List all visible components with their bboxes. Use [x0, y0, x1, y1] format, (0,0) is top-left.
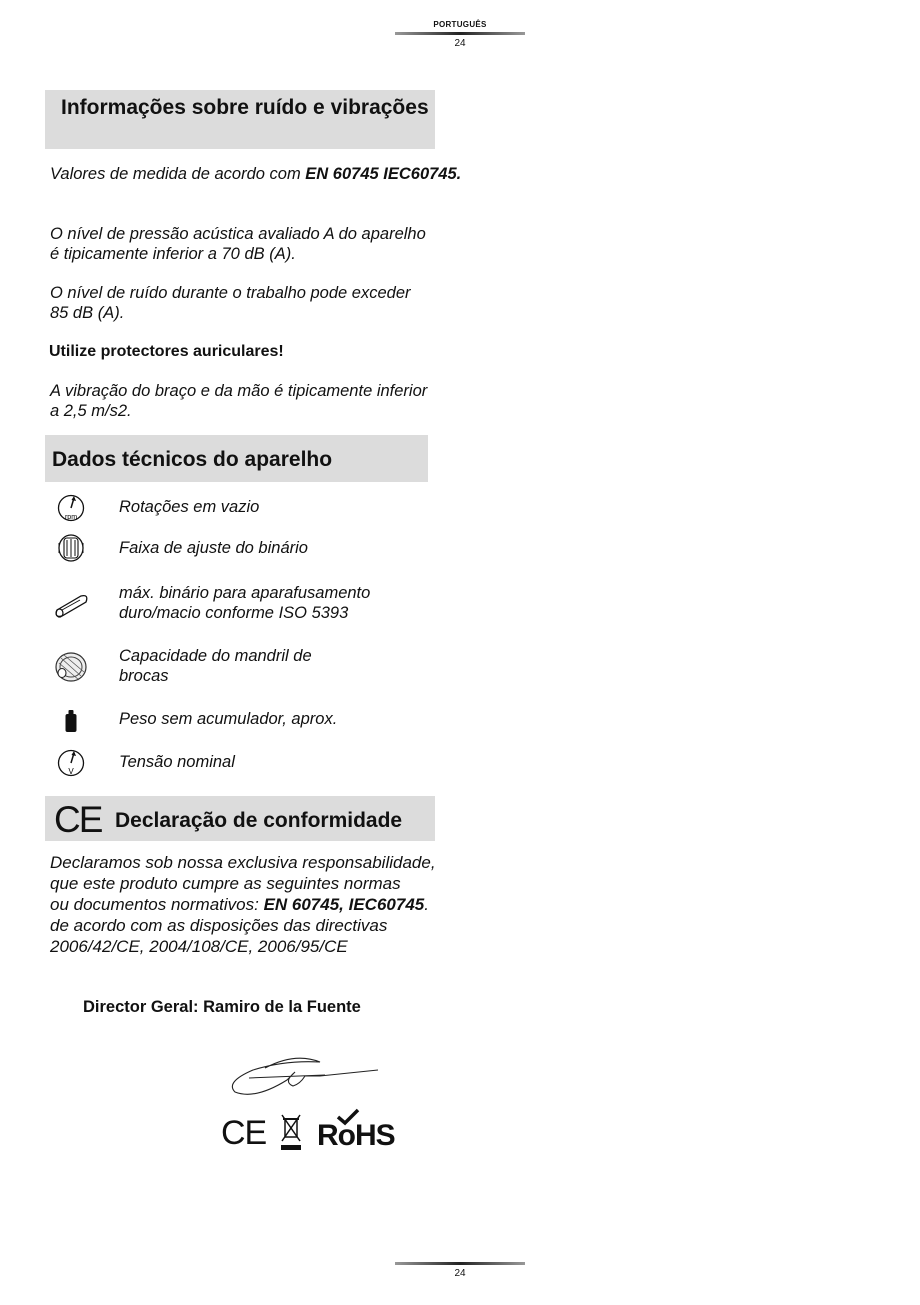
spec-item-1 — [119, 498, 259, 518]
spec-4-line-2: brocas — [119, 666, 169, 685]
measure-standard: EN 60745 IEC60745. — [305, 165, 462, 183]
spec-1-line-1: Rotações em vazio — [119, 498, 260, 516]
spec-item-5 — [119, 710, 337, 730]
declaration-line-3-suffix: . — [424, 895, 429, 914]
pressure-paragraph — [50, 225, 480, 264]
weee-bin-icon — [280, 1112, 302, 1152]
conformity-declaration — [50, 852, 490, 957]
noise-title-text: Informações sobre ruído e vibrações — [61, 96, 429, 119]
declaration-line-3 — [50, 894, 490, 915]
vibration-line-1: A vibração do braço e da mão é tipicamente inferior — [50, 382, 428, 400]
spec-5-line-1: Peso sem acumulador, aprox. — [119, 710, 338, 728]
header-page-number: 24 — [454, 38, 466, 49]
spec-6-line-1: Tensão nominal — [119, 753, 235, 771]
torque-clutch-icon — [53, 533, 89, 563]
ce-mark-icon: CE — [54, 799, 102, 840]
conformity-section-title — [45, 796, 435, 841]
screw-torque-icon — [53, 588, 89, 622]
voltage-gauge-icon — [53, 748, 89, 778]
rohs-logo: RoHS — [317, 1119, 395, 1152]
specs-title-text: Dados técnicos do aparelho — [52, 448, 333, 471]
voltage-icon-text: V — [68, 767, 74, 776]
spec-item-6 — [119, 753, 235, 773]
ear-protection-warning: Utilize protectores auriculares! — [49, 343, 284, 360]
declaration-line-1: Declaramos sob nossa exclusiva responsabilidade, — [50, 853, 436, 872]
noise-measure-paragraph — [50, 165, 470, 185]
work-line-2: 85 dB (A). — [50, 303, 125, 322]
measure-prefix: Valores de medida de acordo com — [50, 165, 306, 183]
spec-item-3 — [119, 584, 370, 623]
header-language: PORTUGUÊS — [433, 20, 487, 29]
noise-section-title — [45, 90, 435, 149]
rpm-icon-text: rpm — [64, 514, 78, 521]
declaration-standard: EN 60745, IEC60745 — [263, 895, 425, 914]
spec-4-line-1: Capacidade do mandril de — [119, 647, 312, 665]
work-noise-paragraph — [50, 284, 480, 323]
work-line-1: O nível de ruído durante o trabalho pode exceder — [50, 284, 411, 302]
header-rule — [395, 32, 525, 35]
spec-3-line-1: máx. binário para aparafusamento — [119, 584, 371, 602]
declaration-line-2: que este produto cumpre as seguintes normas — [50, 874, 401, 893]
declaration-line-5: 2006/42/CE, 2004/108/CE, 2006/95/CE — [50, 937, 348, 956]
pressure-line-2: é tipicamente inferior a 70 dB (A). — [50, 244, 296, 263]
footer-page-number: 24 — [454, 1268, 466, 1279]
ce-logo: CE — [221, 1114, 267, 1152]
spec-item-4 — [119, 647, 312, 686]
declaration-line-3-prefix: ou documentos normativos: — [50, 895, 264, 914]
conformity-title-text: Declaração de conformidade — [115, 809, 403, 832]
rpm-gauge-icon — [53, 493, 89, 523]
vibration-line-2: a 2,5 m/s2. — [50, 401, 132, 420]
pressure-line-1: O nível de pressão acústica avaliado A do aparelho — [50, 225, 426, 243]
weight-icon — [53, 706, 89, 736]
director-signature — [225, 1050, 385, 1100]
specs-section-title — [45, 435, 428, 482]
director-name: Director Geral: Ramiro de la Fuente — [83, 998, 361, 1016]
drill-chuck-icon — [53, 649, 89, 685]
spec-3-line-2: duro/macio conforme ISO 5393 — [119, 603, 349, 622]
spec-2-line-1: Faixa de ajuste do binário — [119, 539, 308, 557]
declaration-line-4: de acordo com as disposições das directivas — [50, 916, 388, 935]
spec-item-2 — [119, 539, 308, 559]
vibration-paragraph — [50, 382, 480, 421]
footer-rule — [395, 1262, 525, 1265]
